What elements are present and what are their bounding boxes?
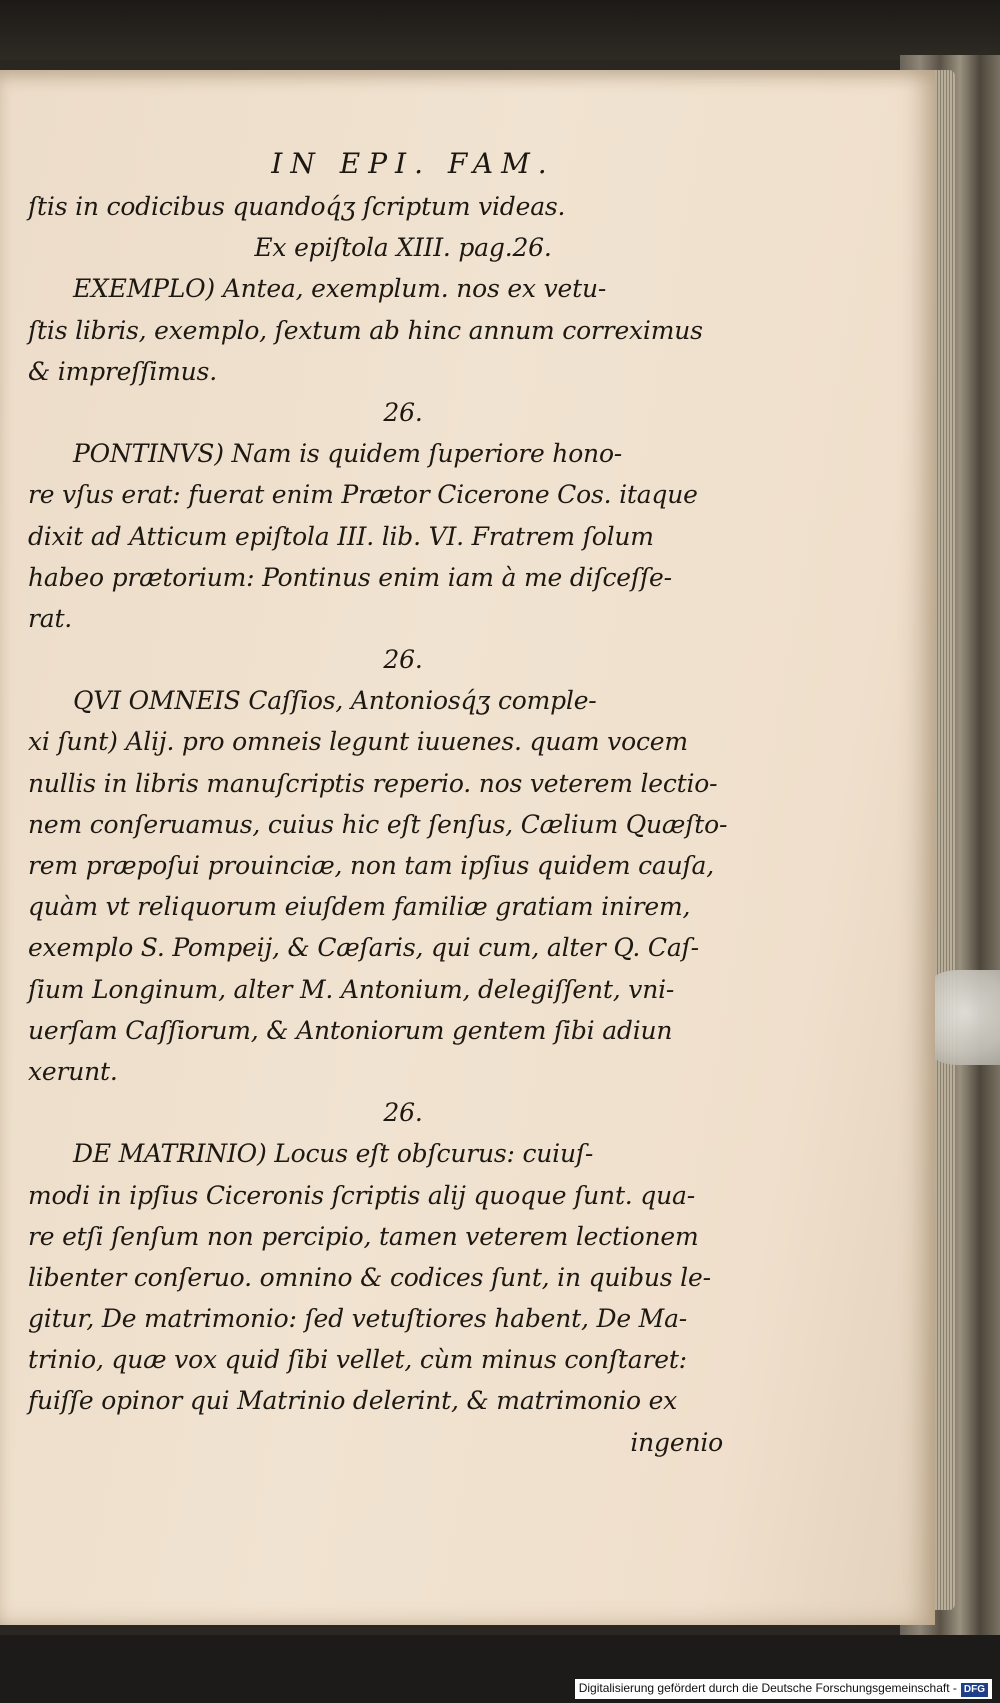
- text-line: xerunt.: [28, 1056, 118, 1086]
- text-line: ſtis libris, exemplo, ſextum ab hinc annum correximus: [28, 315, 703, 345]
- text-line: libenter conſeruo. omnino & codices ſunt, in quibus le-: [28, 1262, 711, 1292]
- text-line: quàm vt reliquorum eiuſdem familiæ gratiam inirem,: [28, 892, 691, 922]
- text-line: fuiſſe opinor qui Matrinio delerint, & matrimonio ex: [28, 1386, 678, 1416]
- text-line: dixit ad Atticum epiſtola III. lib. VI. Fratrem ſolum: [28, 521, 654, 551]
- text-line: rat.: [28, 603, 73, 633]
- section-heading: Ex epiſtola XIII. pag.26.: [254, 233, 552, 263]
- page-text: [28, 142, 758, 1463]
- text-line: QVI OMNEIS Caſſios, Antoniosq́ʒ comple-: [73, 686, 597, 716]
- page-reference: 26.: [383, 645, 423, 675]
- text-line: re vſus erat: fuerat enim Prætor Cicerone Cos. itaque: [28, 480, 698, 510]
- scan-footer: [0, 1635, 1000, 1703]
- credit-text: Digitalisierung gefördert durch die Deutsche Forschungsgemeinschaft -: [578, 1681, 957, 1695]
- text-line: rem præpoſui prouinciæ, non tam ipſius quidem cauſa,: [28, 851, 714, 880]
- text-line: nullis in libris manuſcriptis reperio. nos veterem lectio-: [28, 768, 718, 798]
- catchword: ingenio: [630, 1427, 723, 1457]
- text-line: uerſam Caſſiorum, & Antoniorum gentem ſibi adiun: [28, 1015, 673, 1045]
- running-head: IN EPI. FAM.: [271, 147, 555, 180]
- text-line: gitur, De matrimonio: ſed vetuſtiores habent, De Ma-: [28, 1304, 688, 1334]
- digitization-credit: [575, 1679, 992, 1699]
- text-line: ſtis in codicibus quandoq́ʒ ſcriptum videas.: [28, 192, 566, 221]
- page-reference: 26.: [383, 1098, 423, 1128]
- text-line: PONTINVS) Nam is quidem ſuperiore hono-: [73, 439, 623, 469]
- text-line: trinio, quæ vox quid ſibi vellet, cùm minus conſtaret:: [28, 1345, 687, 1375]
- text-line: & impreſſimus.: [28, 356, 217, 386]
- text-line: ſium Longinum, alter M. Antonium, delegiſſent, vni-: [28, 974, 675, 1004]
- text-line: exemplo S. Pompeij, & Cæſaris, qui cum, alter Q. Caſ-: [28, 933, 699, 963]
- text-line: habeo prætorium: Pontinus enim iam à me diſceſſe-: [28, 562, 672, 592]
- text-line: re etſi ſenſum non percipio, tamen veterem lectionem: [28, 1221, 699, 1251]
- text-line: DE MATRINIO) Locus eſt obſcurus: cuiuſ-: [73, 1139, 594, 1169]
- text-line: nem conſeruamus, cuius hic eſt ſenſus, Cælium Quæſto-: [28, 809, 728, 839]
- text-line: xi ſunt) Alij. pro omneis legunt iuuenes. quam vocem: [28, 727, 688, 757]
- book-page: [0, 70, 935, 1625]
- text-line: EXEMPLO) Antea, exemplum. nos ex vetu-: [73, 274, 607, 304]
- page-reference: 26.: [383, 397, 423, 427]
- scan-background-top: [0, 0, 1000, 60]
- dfg-logo-icon: DFG: [961, 1683, 988, 1697]
- text-line: modi in ipſius Ciceronis ſcriptis alij quoque ſunt. qua-: [28, 1180, 695, 1210]
